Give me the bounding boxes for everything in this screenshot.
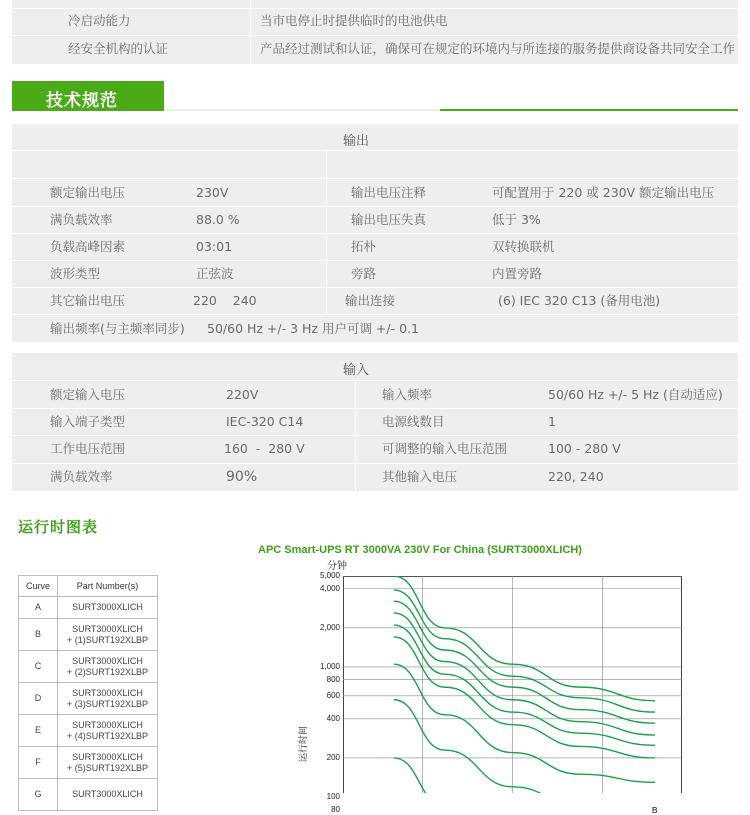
input-value: 100 - 280 V xyxy=(548,441,621,456)
input-label: 电源线数目 xyxy=(382,414,445,429)
output-value: 03:01 xyxy=(196,239,233,254)
input-label: 其他输入电压 xyxy=(382,469,458,484)
y-tick-label: 400 xyxy=(326,713,340,723)
input-label: 额定输入电压 xyxy=(50,387,126,402)
curve-letter: G xyxy=(19,779,58,811)
output-value: 230V xyxy=(196,185,229,200)
curve-letter: D xyxy=(19,683,58,715)
input-title: 输入 xyxy=(343,363,370,378)
y-tick-label: 600 xyxy=(326,690,340,700)
output-label: 输出电压失真 xyxy=(351,212,427,227)
curve-header: Curve xyxy=(19,576,58,597)
input-value: IEC-320 C14 xyxy=(226,414,304,429)
input-value: 90% xyxy=(226,469,258,485)
input-value: 220, 240 xyxy=(548,469,604,484)
y-tick-label: 800 xyxy=(326,674,340,684)
output-value: 内置旁路 xyxy=(492,266,543,281)
part-number-header: Part Number(s) xyxy=(58,576,158,597)
part-number: SURT3000XLICH + (1)SURT192XLBP xyxy=(58,619,158,651)
input-value: 1 xyxy=(548,414,556,429)
curve-letter: E xyxy=(19,715,58,747)
output-label: 额定输出电压 xyxy=(50,185,126,200)
input-label: 工作电压范围 xyxy=(50,441,126,456)
output-value: 双转换联机 xyxy=(492,239,555,254)
y-tick-label: 200 xyxy=(326,752,340,762)
feature-value: 当市电停止时提供临时的电池供电 xyxy=(260,13,448,28)
spec-section-title: 技术规范 xyxy=(46,91,118,111)
spec-section-tab xyxy=(12,81,164,111)
feature-label: 经安全机构的认证 xyxy=(68,41,169,56)
section-divider-fade xyxy=(160,109,440,111)
runtime-title: 运行时图表 xyxy=(18,518,99,536)
input-value: 50/60 Hz +/- 5 Hz (自动适应) xyxy=(548,387,723,402)
part-number: SURT3000XLICH + (5)SURT192XLBP xyxy=(58,747,158,779)
output-label: 旁路 xyxy=(351,266,377,281)
y-axis-unit: 分钟 xyxy=(327,561,347,572)
curve-letter: B xyxy=(19,619,58,651)
y-axis-label: 运行时间 xyxy=(299,725,309,762)
input-value: 160 - 280 V xyxy=(224,441,305,456)
input-value: 220V xyxy=(226,387,259,402)
y-tick-label: 4,000 xyxy=(319,583,340,593)
part-number: SURT3000XLICH + (2)SURT192XLBP xyxy=(58,651,158,683)
curve-letter: F xyxy=(19,747,58,779)
feature-label: 冷启动能力 xyxy=(68,13,131,28)
output-label: 拓朴 xyxy=(351,239,377,254)
curve-letter: A xyxy=(19,597,58,619)
part-number: SURT3000XLICH + (4)SURT192XLBP xyxy=(58,715,158,747)
output-value: 低于 3% xyxy=(492,212,541,227)
output-label: 负载高峰因素 xyxy=(50,239,126,254)
y-tick-label: 5,000 xyxy=(319,571,340,580)
output-frequency-label: 输出频率(与主频率同步) xyxy=(50,321,185,336)
output-label: 其它输出电压 xyxy=(50,293,126,308)
input-label: 满负载效率 xyxy=(50,469,113,484)
output-value: 可配置用于 220 或 230V 额定输出电压 xyxy=(492,185,715,200)
y-tick-label: 100 xyxy=(326,792,340,802)
y-tick-label: 80 xyxy=(331,804,340,814)
input-label: 输入频率 xyxy=(382,387,433,402)
output-label: 波形类型 xyxy=(50,266,101,281)
input-label: 输入端子类型 xyxy=(50,414,126,429)
curve-label: B xyxy=(651,805,658,815)
output-value: 88.0 % xyxy=(196,212,240,227)
part-number: SURT3000XLICH + (3)SURT192XLBP xyxy=(58,683,158,715)
y-tick-label: 1,000 xyxy=(319,661,340,671)
y-tick-label: 2,000 xyxy=(319,622,340,632)
output-value: 220 240 xyxy=(193,293,257,308)
output-frequency-value: 50/60 Hz +/- 3 Hz 用户可调 +/- 0.1 xyxy=(207,321,419,336)
curve-letter: C xyxy=(19,651,58,683)
output-value: (6) IEC 320 C13 (备用电池) xyxy=(498,293,661,308)
input-label: 可调整的输入电压范围 xyxy=(382,441,508,456)
output-label: 输出电压注释 xyxy=(351,185,427,200)
curve-table xyxy=(18,575,158,811)
feature-value: 产品经过测试和认证，确保可在规定的环境内与所连接的服务提供商设备共同安全工作 xyxy=(260,41,736,56)
part-number: SURT3000XLICH xyxy=(58,597,158,619)
part-number: SURT3000XLICH xyxy=(58,779,158,811)
output-title: 输出 xyxy=(343,134,370,149)
chart-title: APC Smart-UPS RT 3000VA 230V For China (SURT3000XLICH) xyxy=(258,544,582,556)
runtime-chart xyxy=(343,576,682,793)
output-label: 输出连接 xyxy=(345,293,396,308)
output-value: 正弦波 xyxy=(196,266,234,281)
output-label: 满负载效率 xyxy=(50,212,113,227)
